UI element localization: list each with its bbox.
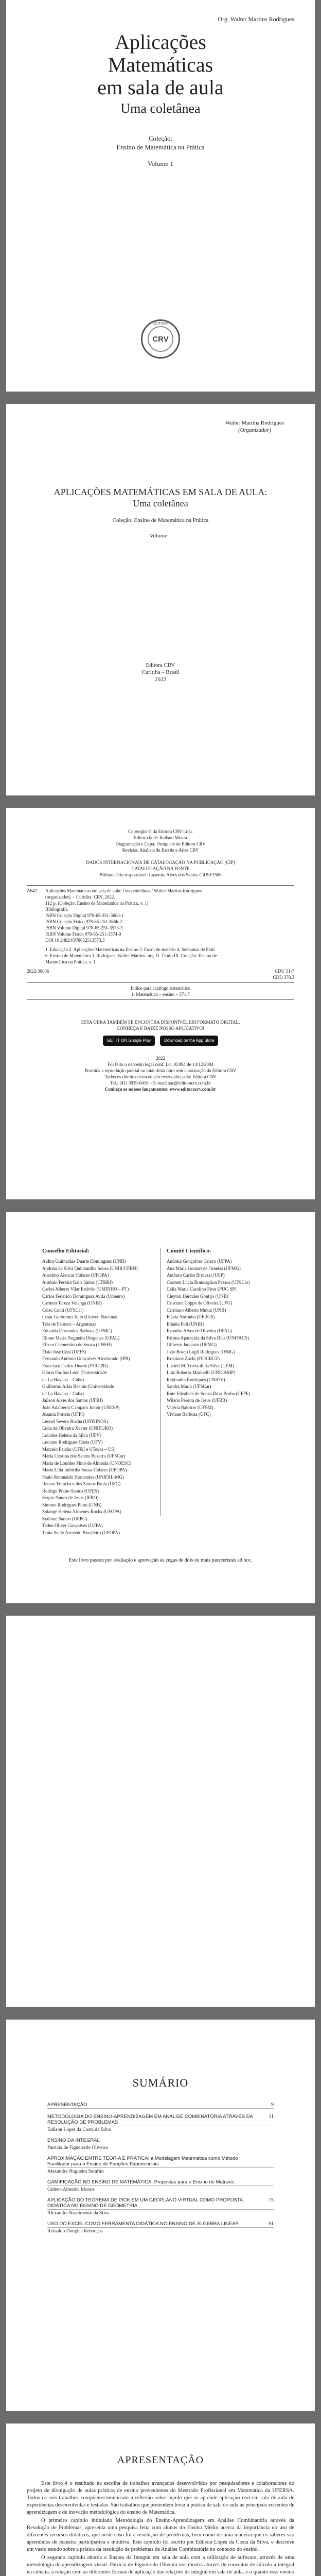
catalog-line: ISBN Volume Físico 978-65-251-3574-0 <box>45 931 121 937</box>
toc-row <box>47 2156 274 2168</box>
cover-volume: Volume 1 <box>148 160 173 167</box>
toc-title: ENSINO DA INTEGRAL <box>47 2138 100 2143</box>
council-member: Tadeu Oliver Gonçalves (UFPA) <box>42 1523 103 1528</box>
council-member: Rute Elizabete de Souza Rosa Borba (UFPE) <box>167 1391 251 1396</box>
council-member: Lucieli M. Trivizoli da Silva (UEM) <box>167 1363 234 1368</box>
rights-line: CONHEÇA E BAIXE NOSSO APLICATIVO! <box>116 1026 204 1031</box>
digital-note <box>27 1019 294 1046</box>
presentation-page <box>6 2424 315 2576</box>
council-member: Cesar Gerónimo Tello (Univer. Nacional <box>42 1314 118 1319</box>
council-member: Élsio José Corá (UFFS) <box>42 1349 86 1354</box>
toc-title: APROXIMAÇÃO ENTRE TEORIA E PRÁTICA: a Modelagem Matemática como Método Facilitador para o Ensino de Funções Exponenciais <box>47 2156 238 2167</box>
copyright-line: Diagramação e Capa: Designers da Editora CRV <box>115 841 206 846</box>
summary-heading: SUMÁRIO <box>132 2076 189 2089</box>
council-member: Guillermo Arias Beatón (Universidade <box>42 1384 114 1389</box>
deposit-year: 2022 <box>156 1056 165 1061</box>
council-member: Rodrigo Pratte-Santos (UFES) <box>42 1488 99 1494</box>
council-member: Paulo Romualdo Hernandes (UNIFAL-MG) <box>42 1474 124 1480</box>
deposit-line: Conheça os nossos lançamentos: www.editoracrv.com.br <box>104 1087 217 1092</box>
council-member: Carlos Federico Dominguez Avila (Unieuro) <box>42 1293 125 1299</box>
toc-author: Reinaldo Douglas Rebouças <box>47 2229 103 2234</box>
council-member: Célia Maria Carolino Pires (PUC-SP) <box>167 1286 237 1292</box>
deposit-line: Foi feito o depósito legal conf. Lei 10.994 de 14/12/2004 <box>108 1062 213 1067</box>
cover-page <box>6 0 315 392</box>
google-play-badge[interactable]: GET IT ON Google Play <box>103 1036 155 1046</box>
toc-title: APLICAÇÃO DO TEOREMA DE PICK EM UM GEOPLANO VIRTUAL COMO PROPOSTA DIDÁTICA NO ENSINO DE GEOMETRIA <box>47 2197 243 2209</box>
cip-library: Bibliotecária responsável: Luzenira Alves dos Santos CRB9/1506 <box>99 872 222 877</box>
council-member: Elizeu Clementino de Souza (UNEB) <box>42 1342 112 1347</box>
title-organizer <box>225 419 284 434</box>
index-title: Índice para catálogo sistemático <box>131 986 190 991</box>
council-member: Maria Lília Imbiriba Sousa Colares (UFOPA) <box>42 1467 127 1472</box>
council-member: Flávia Noronha (UFRGS) <box>167 1314 215 1319</box>
rights-line: ESTA OBRA TAMBÉM SE ENCONTRA DISPONÍVEL EM FORMATO DIGITAL. <box>81 1020 240 1025</box>
council-member: Carmen Lúcia Brancaglion Passos (UFSCar) <box>167 1279 250 1285</box>
divider <box>160 1248 161 1516</box>
council-member: João Adalberto Campato Junior (UNESP) <box>42 1404 120 1410</box>
toc-row <box>47 2197 274 2210</box>
cip-subtitle: CATALOGAÇÃO NA FONTE <box>131 866 190 871</box>
scientific-committee-list <box>167 1258 285 1418</box>
councils-page <box>6 1212 315 1603</box>
council-member: Gilberto Januario (UFMG) <box>167 1342 217 1347</box>
review-note: Este livro passou por avaliação e aprovação às cegas de dois ou mais pareceristas ad hoc. <box>68 1557 253 1563</box>
council-member: Luiz Roberto Marinelli (UNICAMP) <box>167 1370 236 1375</box>
council-member: Lourdes Helena da Silva (UFV) <box>42 1432 101 1438</box>
copyright-line: Revisão: Analista de Escrita e Artes CRV <box>122 848 199 853</box>
council-member: de La Havana – Cuba) <box>42 1377 84 1382</box>
toc-title: METODOLOGIA DO ENSINO-APRENDIZAGEM EM ANÁLISE COMBINATÓRIA ATRAVÉS DA RESOLUÇÃO DE PROBLEMAS <box>47 2114 253 2125</box>
council-member: Cristiano Alberto Muniz (UNB) <box>167 1307 226 1313</box>
council-member: Celso Conti (UFSCar) <box>42 1307 84 1313</box>
toc-item[interactable] <box>47 2114 274 2132</box>
toc-row <box>47 2102 274 2109</box>
paragraph: O segundo capítulo aborda o Ensino da Integral em sala de aula com a utilização de software, através de uma metodologia de aprendizagem visual. Patricia de Figueiredo Oliveira nos mostra através de conceitos de cálculo a integral na ciência, a relação com as diferentes formas de aplicação das relações da integral em sala de aula, e o quanto esse ensino <box>27 2555 294 2575</box>
toc-page: 91 <box>269 2221 274 2227</box>
cdu: CDU 51-7 <box>275 969 294 974</box>
cip-header <box>27 859 294 878</box>
council-member: Cristiane Coppe de Oliveira (UFU) <box>167 1300 232 1306</box>
toc-author: Alexandre Nascimento da Silva <box>47 2211 110 2216</box>
council-member: Eduardo Fernandes Barbosa (UFMG) <box>42 1328 112 1333</box>
summary-page <box>6 2020 315 2411</box>
table-of-contents <box>47 2102 274 2239</box>
deposit-line: Todos os direitos desta edição reservados pela: Editora CRV <box>104 1074 217 1079</box>
council-member: Marcelo Paixão (UFRJ e UTexas – US) <box>42 1446 116 1452</box>
catalog-line: 112 p. (Coleção: Ensino de Matemática na Prática, v. 1) <box>45 901 149 906</box>
toc-author: Edilson Lopes da Costa da Silva <box>47 2127 111 2132</box>
toc-page: 9 <box>271 2102 274 2108</box>
council-member: Tania Suely Azevedo Brasileiro (UFOPA) <box>42 1530 120 1535</box>
council-member: Sérgio Nunes de Jesus (IFRO) <box>42 1495 99 1500</box>
council-member: Antônio Carlos Brolezzi (USP) <box>167 1273 225 1278</box>
cover-title <box>6 31 315 99</box>
toc-row <box>47 2179 274 2186</box>
toc-page: 11 <box>269 2114 274 2120</box>
council-member: Gloria Fariñas León (Universidade <box>42 1370 107 1375</box>
council-member: Jailson Alves dos Santos (UFRJ) <box>42 1398 103 1403</box>
council-member: Ana Maria Goulart de Ornelas (UFMG) <box>167 1265 241 1271</box>
cover-subtitle: Uma coletânea <box>120 101 201 116</box>
council-member: Elione Maria Nogueira Diogenes (UFAL) <box>42 1335 120 1341</box>
council-member: Reginaldo Rodrigues (UNIUV) <box>167 1377 225 1382</box>
paragraph: Este livro é o resultado na escolha de trabalhos avançados desenvolvidos por pesquisadores e colaboradores do projeto de divulgação de aulas práticas de ensino provenientes do Mestrado Profissional em Matemática da UFERSA. Todos os seis trabalhos compõem/comunicam a reflexão sobre aquilo que se aprende aplicação real em sala de aula de experiências desenvolvidas e testadas. São trabalhos que pretendem levar à prática de sala de aula as principais vertentes de aprendizagem e de inovação metodológica do ensino de Matemática. <box>27 2481 294 2515</box>
cover-organizer: Org. Walter Martins Rodrigues <box>218 15 294 23</box>
blank-page <box>6 1616 315 2007</box>
organizer-name: Walter Martins Rodrigues <box>225 420 284 426</box>
council-member: Evandro Alves de Oliveira (UFAL) <box>167 1328 232 1333</box>
cdd: CDD 378.3 <box>273 975 294 980</box>
cover-title-line: Aplicações <box>115 30 206 54</box>
editorial-council-list <box>42 1258 155 1536</box>
council-member: Francisco Carlos Duarte (PUC-PR) <box>42 1363 108 1368</box>
council-member: Antônio Pereira Gaio Júnior (UFRRJ) <box>42 1279 113 1285</box>
copyright-lines <box>27 828 294 853</box>
cover-collection-label: Coleção: <box>148 134 173 142</box>
deposit-line: Tel.: (41) 3039-6418 – E-mail: sac@editoracrv.com.br <box>110 1080 211 1086</box>
catalog-line: ISBN Volume Digital 978-65-251-3573-3 <box>45 925 123 930</box>
toc-row <box>47 2138 274 2144</box>
deposit-line: Proibida a reprodução parcial ou total desta obra sem autorização da Editora CRV <box>84 1068 237 1073</box>
council-member: Maria de Lourdes Pinto de Almeida (UNOESC) <box>42 1460 131 1466</box>
toc-item[interactable] <box>47 2197 274 2216</box>
council-member: Solange Helena Ximenes-Rocha (UFOPA) <box>42 1509 121 1514</box>
council-member: Valéria Balestro (UFSM) <box>167 1404 213 1410</box>
council-member: Ednéia Poli (UNIR) <box>167 1321 204 1327</box>
catalog-card <box>27 883 294 1002</box>
publisher-block <box>6 662 315 683</box>
council-member: Lídia de Oliveira Xavier (UNIEURO) <box>42 1426 113 1431</box>
app-store-badge[interactable]: Download on the App Store <box>160 1036 218 1046</box>
council-member: Aldira Guimarães Duarte Domínguez (UNB) <box>42 1259 126 1264</box>
copyright-line: Editor-chefe: Railson Moura <box>134 835 187 840</box>
presentation-text <box>27 2480 294 2576</box>
paragraph: O primeiro capítulo intitulado Metodologia do Ensino-Aprendizagem em Análise Combinatória através da Resolução de Problemas, apresenta uma pesquisa feita com alunos do Ensino Médio acerca da importância do uso de diferentes recursos didáticos, que neste caso foi à resolução de problemas, bem como de uma maneira que os saberes são aprendidos de maneira participativa e intuitiva. Este capítulo foi escrito por Edilson Lopes da Costa da Silva, e descreve um vasto estudo sobre a prática da resolução de problemas de Análise Combinatória no contexto do ensino. <box>27 2518 294 2552</box>
toc-item[interactable] <box>47 2221 274 2234</box>
copyright-page <box>6 808 315 1199</box>
toc-row <box>47 2221 274 2228</box>
catalog-year-code: 2022-36036 <box>27 969 49 974</box>
cover-collection <box>6 134 315 151</box>
crv-logo-text: CRV <box>148 326 173 352</box>
cover-collection-name: Ensino de Matemática na Prática <box>116 143 205 151</box>
council-member: Renato Francisco dos Santos Paula (UFG) <box>42 1481 121 1486</box>
council-member: Andréia da Silva Quintanilha Sousa (UNIR/UFRN) <box>42 1265 138 1271</box>
council-member: Maria Cristina dos Santos Bezerra (UFSCar) <box>42 1453 126 1459</box>
catalog-line: Matemática na Prática. v. 1 <box>45 959 96 964</box>
council-member: Três de Febrero – Argentina) <box>42 1321 96 1327</box>
toc-title: APRESENTAÇÃO <box>47 2102 87 2108</box>
toc-row <box>47 2114 274 2126</box>
catalog-line: 6. Ensino de Matemática I. Rodrigues, Walter Martins. org. II. Título III. Coleção: Ensino de <box>45 953 217 958</box>
toc-item[interactable] <box>47 2156 274 2174</box>
catalog-line: (organizador). – Curitiba: CRV, 2022. <box>45 894 115 900</box>
council-member: Andréia Gonçalves Grieco (UFPA) <box>167 1259 232 1264</box>
cover-title-line: Matemáticas <box>108 53 213 76</box>
title-volume: Volume 1 <box>149 533 172 539</box>
copyright-line: Copyright © da Editora CRV Ltda. <box>128 829 193 834</box>
catalog-line: 1. Educação 2. Aplicações Matemáticas na Ensino 3. Escrit de matério 4. Semantas de Práti <box>45 947 215 952</box>
deposit-block <box>27 1055 294 1092</box>
council-member: Viviane Barbosa (UFC) <box>167 1412 211 1417</box>
crv-logo-caption: EDITORA <box>152 322 169 326</box>
council-member: Josania Portela (UFPI) <box>42 1412 84 1417</box>
index-line: 1. Matemática – ensino – 371.7 <box>131 992 190 997</box>
city: Curitiba – Brasil <box>141 669 180 675</box>
toc-page: 75 <box>269 2197 274 2203</box>
toc-item[interactable] <box>47 2102 274 2109</box>
council-member: Luciano Rodrigues Costa (UFV) <box>42 1439 103 1445</box>
editorial-council-heading: Conselho Editorial: <box>42 1248 90 1254</box>
book-title: APLICAÇÕES MATEMÁTICAS EM SALA DE AULA: Uma coletânea <box>53 487 268 509</box>
catalog-line: DOI 10.24824/978652513573.3 <box>45 938 105 943</box>
catalog-line: Bibliografia <box>45 907 68 912</box>
toc-title: USO DO EXCEL COMO FERRAMENTA DIDÁTICA NO ENSINO DE ÁLGEBRA LINEAR <box>47 2221 239 2227</box>
toc-title: GAMIFICAÇÃO NO ENSINO DE MATEMÁTICA: Propostas para o Ensino de Matrizes <box>47 2179 235 2185</box>
council-member: Simone Rodrigues Pinto (UNB) <box>42 1502 102 1507</box>
council-member: de La Havana – Cuba) <box>42 1391 84 1396</box>
crv-logo <box>141 319 180 359</box>
council-member: Anselmo Alencar Colares (UFOPA) <box>42 1273 109 1278</box>
council-member: Sandra Maria (UFSCar) <box>167 1384 211 1389</box>
catalog-line: ISBN Coleção Digital 978-65-251-3663-1 <box>45 913 124 918</box>
council-member: João Bosco Lugli Rodrigues (IFMG) <box>167 1349 235 1354</box>
scientific-committee-heading: Comitê Científico: <box>167 1248 211 1254</box>
year: 2022 <box>155 676 166 683</box>
council-member: Carlos Alberto Vilar Estêvão (UMINHO – PT) <box>42 1286 129 1292</box>
title-collection: Coleção: Ensino de Matemática na Prática <box>112 517 209 523</box>
cover-title-line: em sala de aula <box>97 76 224 99</box>
council-member: Fernando Antônio Gonçalves Alcoforado (IPB) <box>42 1356 130 1361</box>
catalog-code: A642 <box>27 888 37 893</box>
organizer-role: (Organizador) <box>238 427 271 433</box>
council-member: Kristiane Zuchi (FIOCRUZ) <box>167 1356 220 1361</box>
cip-title: DADOS INTERNACIONAIS DE CATALOGAÇÃO NA PUBLICAÇÃO (CIP) <box>86 860 235 865</box>
council-member: Wilson Pereira de Jesus (UFRB) <box>167 1398 227 1403</box>
presentation-heading: APRESENTAÇÃO <box>117 2454 204 2466</box>
council-member: Fátima Aparecida da Silva Dias (UNIFACS) <box>167 1335 249 1341</box>
catalog-line: Aplicações Matemáticas em sala de aula: Uma coletânea / Walter Martins Rodrigues <box>45 888 202 893</box>
publisher: Editora CRV <box>146 662 175 668</box>
council-member: Leonel Severo Rocha (UNISINOS) <box>42 1418 108 1424</box>
catalog-line: ISBN Coleção Físico 978-65-251-3666-2 <box>45 919 122 924</box>
toc-author: Patricia de Figueiredo Oliveira <box>47 2145 108 2150</box>
title-page <box>6 404 315 795</box>
toc-author: Gideon Almeida Morais <box>47 2187 95 2192</box>
toc-item[interactable] <box>47 2138 274 2150</box>
council-member: Sydione Santos (UEPG) <box>42 1516 87 1521</box>
council-member: Cleyton Hércules Gontijo (UNB) <box>167 1293 228 1299</box>
toc-author: Alexandre Nogueira Serafim <box>47 2169 104 2174</box>
council-member: Carmen Tereza Velanga (UNIR) <box>42 1300 102 1306</box>
toc-item[interactable] <box>47 2179 274 2192</box>
